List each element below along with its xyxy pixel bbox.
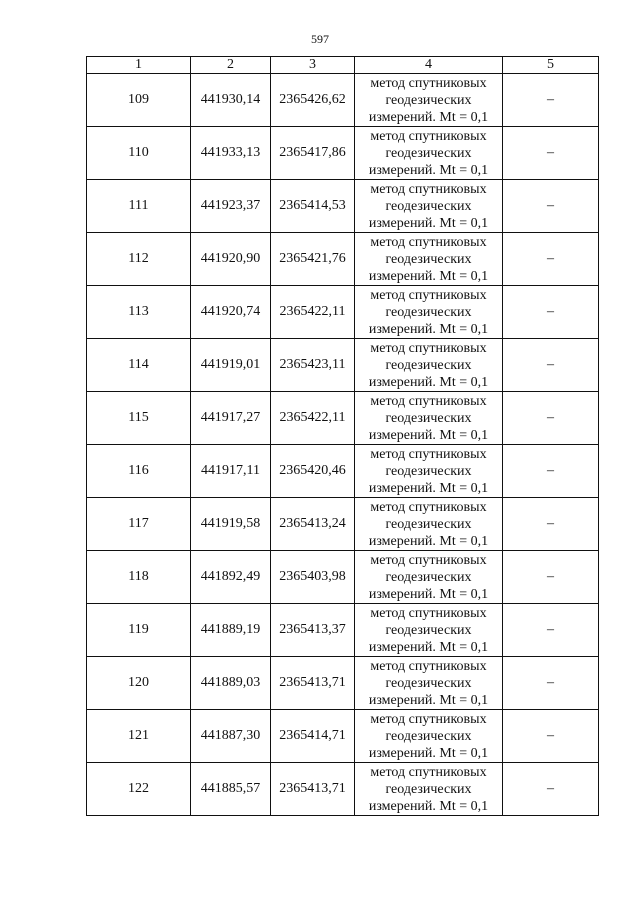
method-line: метод спутниковых	[370, 764, 487, 780]
point-number: 117	[87, 498, 191, 551]
note: –	[503, 604, 599, 657]
method-description	[355, 392, 503, 445]
coord-x: 441889,03	[191, 657, 271, 710]
method-description	[355, 233, 503, 286]
coord-y: 2365403,98	[271, 551, 355, 604]
note: –	[503, 286, 599, 339]
method-line: геодезических	[385, 145, 472, 161]
note: –	[503, 127, 599, 180]
header-col-5: 5	[503, 57, 599, 74]
coord-x: 441930,14	[191, 74, 271, 127]
method-description	[355, 763, 503, 816]
method-description	[355, 339, 503, 392]
method-line: измерений. Mt = 0,1	[368, 798, 489, 814]
table-row	[87, 551, 599, 604]
note: –	[503, 233, 599, 286]
coord-x: 441885,57	[191, 763, 271, 816]
coord-y: 2365426,62	[271, 74, 355, 127]
method-line: метод спутниковых	[370, 287, 487, 303]
method-line: метод спутниковых	[370, 234, 487, 250]
note: –	[503, 74, 599, 127]
method-line: геодезических	[385, 781, 472, 797]
coord-x: 441923,37	[191, 180, 271, 233]
coord-y: 2365420,46	[271, 445, 355, 498]
method-line: измерений. Mt = 0,1	[368, 109, 489, 125]
coord-x: 441917,27	[191, 392, 271, 445]
method-line: метод спутниковых	[370, 552, 487, 568]
method-description	[355, 710, 503, 763]
method-line: метод спутниковых	[370, 393, 487, 409]
coord-y: 2365414,53	[271, 180, 355, 233]
method-line: геодезических	[385, 198, 472, 214]
method-line: геодезических	[385, 728, 472, 744]
note: –	[503, 710, 599, 763]
table-row	[87, 180, 599, 233]
point-number: 110	[87, 127, 191, 180]
method-line: метод спутниковых	[370, 181, 487, 197]
method-line: измерений. Mt = 0,1	[368, 427, 489, 443]
note: –	[503, 445, 599, 498]
note: –	[503, 180, 599, 233]
coord-y: 2365422,11	[271, 392, 355, 445]
method-description	[355, 127, 503, 180]
header-col-4: 4	[355, 57, 503, 74]
method-line: измерений. Mt = 0,1	[368, 374, 489, 390]
coord-y: 2365421,76	[271, 233, 355, 286]
table-row	[87, 763, 599, 816]
table-row	[87, 233, 599, 286]
point-number: 111	[87, 180, 191, 233]
table-row	[87, 392, 599, 445]
method-line: измерений. Mt = 0,1	[368, 639, 489, 655]
method-line: измерений. Mt = 0,1	[368, 162, 489, 178]
method-line: измерений. Mt = 0,1	[368, 215, 489, 231]
note: –	[503, 392, 599, 445]
header-col-1: 1	[87, 57, 191, 74]
point-number: 118	[87, 551, 191, 604]
method-description	[355, 286, 503, 339]
method-description	[355, 74, 503, 127]
coordinates-table	[86, 56, 599, 816]
note: –	[503, 657, 599, 710]
method-line: метод спутниковых	[370, 446, 487, 462]
table-row	[87, 498, 599, 551]
method-line: измерений. Mt = 0,1	[368, 692, 489, 708]
coord-y: 2365417,86	[271, 127, 355, 180]
note: –	[503, 498, 599, 551]
coord-y: 2365413,24	[271, 498, 355, 551]
method-line: геодезических	[385, 251, 472, 267]
coord-x: 441933,13	[191, 127, 271, 180]
page-number: 597	[311, 32, 329, 46]
header-col-2: 2	[191, 57, 271, 74]
method-line: измерений. Mt = 0,1	[368, 268, 489, 284]
point-number: 120	[87, 657, 191, 710]
method-line: метод спутниковых	[370, 340, 487, 356]
coord-x: 441892,49	[191, 551, 271, 604]
table-row	[87, 286, 599, 339]
table-row	[87, 339, 599, 392]
coord-x: 441887,30	[191, 710, 271, 763]
method-line: геодезических	[385, 357, 472, 373]
header-col-3: 3	[271, 57, 355, 74]
method-line: геодезических	[385, 675, 472, 691]
method-line: метод спутниковых	[370, 499, 487, 515]
coord-x: 441889,19	[191, 604, 271, 657]
coord-y: 2365414,71	[271, 710, 355, 763]
coord-x: 441920,90	[191, 233, 271, 286]
point-number: 112	[87, 233, 191, 286]
method-line: геодезических	[385, 516, 472, 532]
point-number: 114	[87, 339, 191, 392]
method-line: метод спутниковых	[370, 711, 487, 727]
table-row	[87, 710, 599, 763]
method-description	[355, 657, 503, 710]
coord-x: 441917,11	[191, 445, 271, 498]
table-row	[87, 604, 599, 657]
coord-y: 2365422,11	[271, 286, 355, 339]
note: –	[503, 551, 599, 604]
header-row	[87, 57, 599, 74]
method-line: геодезических	[385, 304, 472, 320]
method-line: измерений. Mt = 0,1	[368, 745, 489, 761]
method-line: геодезических	[385, 622, 472, 638]
table-row	[87, 657, 599, 710]
method-line: метод спутниковых	[370, 75, 487, 91]
method-line: геодезических	[385, 410, 472, 426]
note: –	[503, 339, 599, 392]
method-line: геодезических	[385, 92, 472, 108]
point-number: 121	[87, 710, 191, 763]
method-line: измерений. Mt = 0,1	[368, 321, 489, 337]
method-description	[355, 180, 503, 233]
coord-y: 2365413,71	[271, 763, 355, 816]
coord-y: 2365413,37	[271, 604, 355, 657]
method-description	[355, 498, 503, 551]
method-description	[355, 445, 503, 498]
coord-y: 2365423,11	[271, 339, 355, 392]
coord-y: 2365413,71	[271, 657, 355, 710]
point-number: 119	[87, 604, 191, 657]
note: –	[503, 763, 599, 816]
method-line: измерений. Mt = 0,1	[368, 533, 489, 549]
method-line: метод спутниковых	[370, 658, 487, 674]
method-line: метод спутниковых	[370, 605, 487, 621]
method-description	[355, 604, 503, 657]
table-row	[87, 74, 599, 127]
method-line: измерений. Mt = 0,1	[368, 586, 489, 602]
point-number: 113	[87, 286, 191, 339]
method-description	[355, 551, 503, 604]
coord-x: 441919,01	[191, 339, 271, 392]
method-line: метод спутниковых	[370, 128, 487, 144]
coord-x: 441919,58	[191, 498, 271, 551]
method-line: измерений. Mt = 0,1	[368, 480, 489, 496]
table-row	[87, 127, 599, 180]
method-line: геодезических	[385, 463, 472, 479]
point-number: 115	[87, 392, 191, 445]
table-row	[87, 445, 599, 498]
point-number: 122	[87, 763, 191, 816]
method-line: геодезических	[385, 569, 472, 585]
point-number: 116	[87, 445, 191, 498]
point-number: 109	[87, 74, 191, 127]
coord-x: 441920,74	[191, 286, 271, 339]
